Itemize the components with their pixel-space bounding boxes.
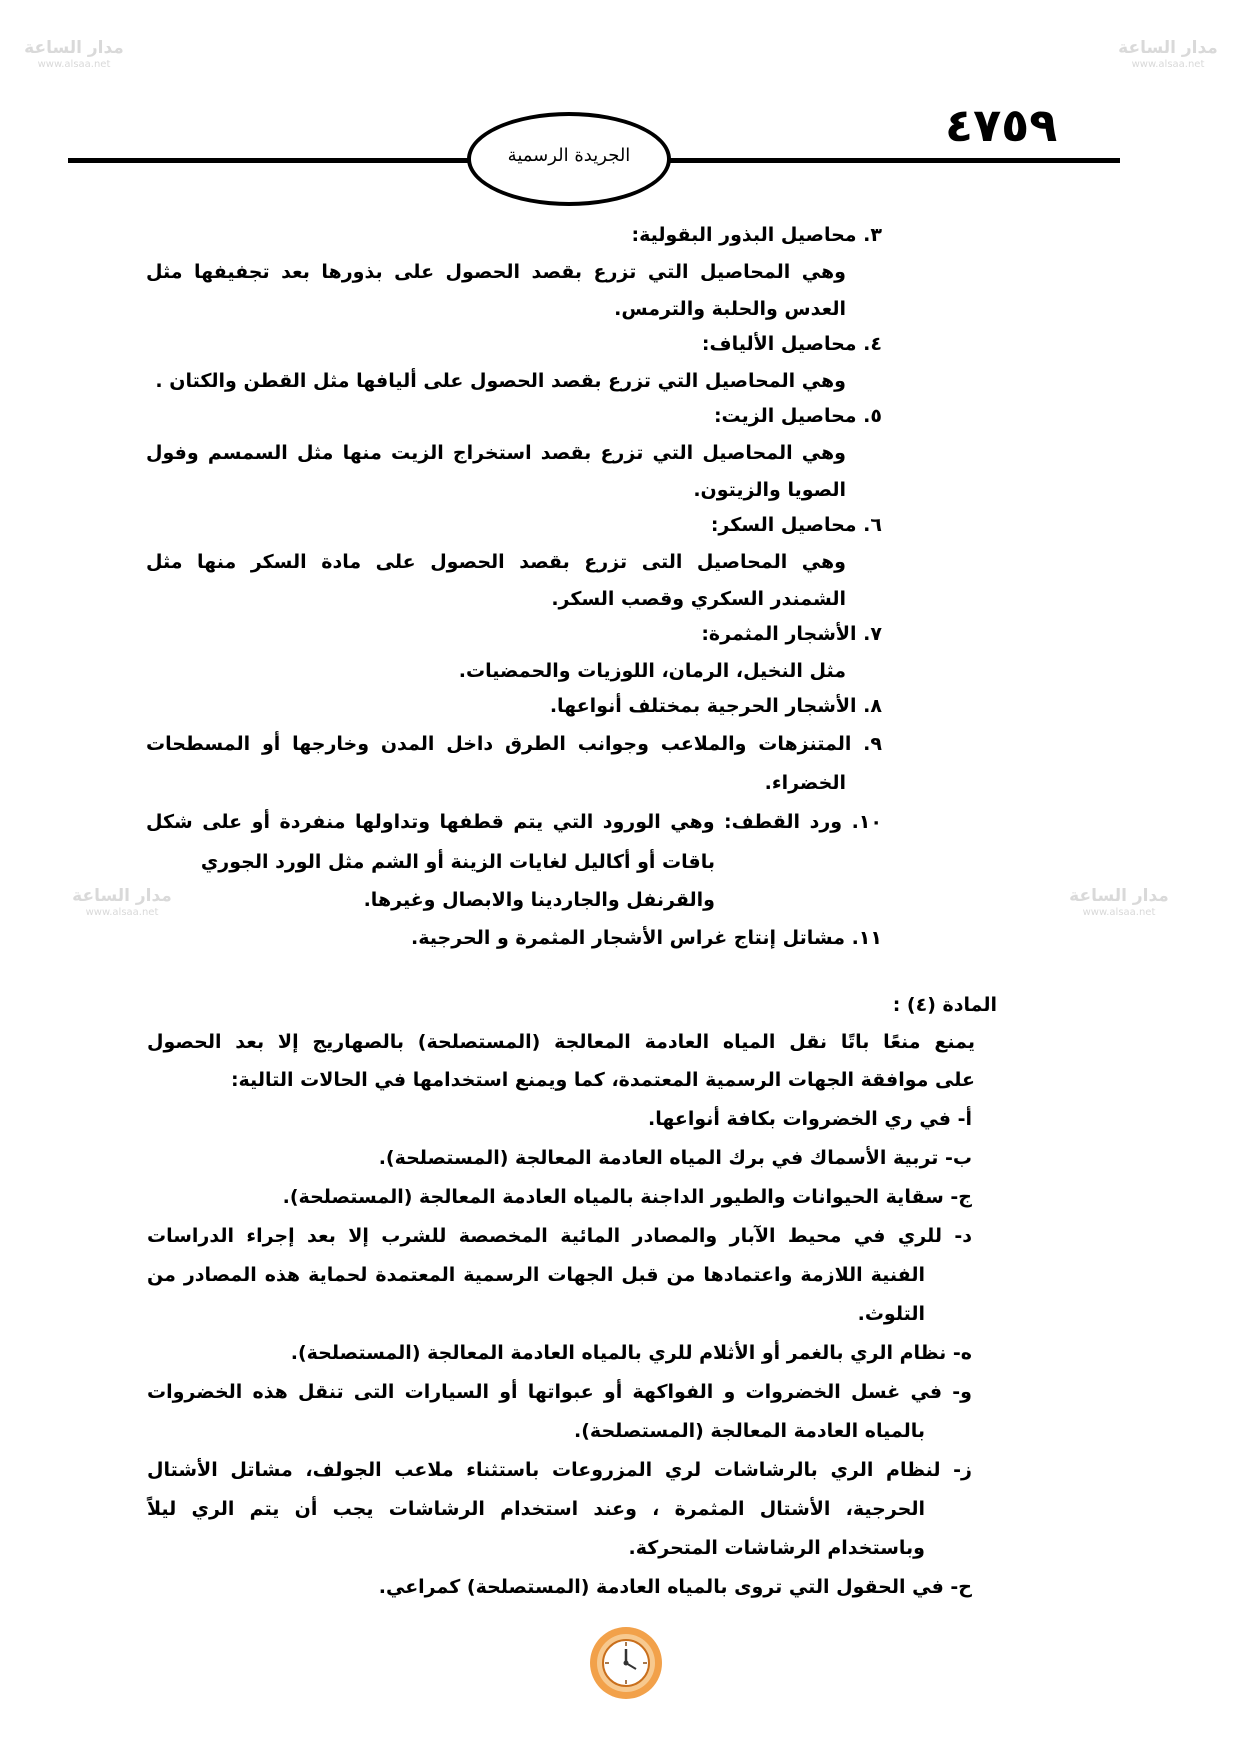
list-item-heading: ٧. الأشجار المثمرة: [701, 623, 882, 645]
watermark-mid-left [66, 888, 178, 918]
article-line: على موافقة الجهات الرسمية المعتمدة، كما ويمنع استخدامها في الحالات التالية: [230, 1069, 975, 1091]
list-item-text: مثل النخيل، الرمان، اللوزيات والحمضيات. [458, 660, 846, 682]
list-item-heading: ٤. محاصيل الألياف: [701, 333, 882, 355]
list-item-heading: ٣. محاصيل البذور البقولية: [631, 224, 882, 246]
article-line: الحرجية، الأشتال المثمرة ، وعند استخدام الرشاشات يجب أن يتم الري ليلاً [147, 1498, 925, 1520]
watermark-name: مدار الساعة [1069, 886, 1169, 906]
watermark-top-left [18, 40, 130, 70]
list-item-text: الشمندر السكري وقصب السكر. [551, 588, 846, 610]
list-item-text: العدس والحلبة والترمس. [614, 298, 846, 320]
article-line: يمنع منعًا باتًا نقل المياه العادمة المعالجة (المستصلحة) بالصهاريج إلا بعد الحصول [147, 1031, 975, 1053]
list-item-text: باقات أو أكاليل لغايات الزينة أو الشم مثل الورد الجوري [200, 851, 715, 873]
page-number: ٤٧٥٩ [945, 98, 1058, 152]
watermark-url: www.alsaa.net [37, 59, 111, 70]
list-item-text: الصويا والزيتون. [693, 479, 846, 501]
list-item-text: وهي المحاصيل التي تزرع بقصد الحصول على بذورها بعد تجفيفها مثل [146, 261, 846, 283]
article-line: ح- في الحقول التي تروى بالمياه العادمة (المستصلحة) كمراعي. [378, 1576, 972, 1598]
list-item-text: وهي المحاصيل التي تزرع بقصد استخراج الزيت منها مثل السمسم وفول [146, 442, 846, 464]
list-item-heading: ١٠. ورد القطف: وهي الورود التي يتم قطفها وتداولها منفردة أو على شكل [146, 811, 882, 833]
article-line: ه- نظام الري بالغمر أو الأثلام للري بالمياه العادمة المعالجة (المستصلحة). [290, 1342, 972, 1364]
list-item-heading: ٦. محاصيل السكر: [710, 514, 882, 536]
watermark-top-right [1112, 40, 1224, 70]
clock-logo-icon [588, 1625, 664, 1701]
article-line: أ- في ري الخضروات بكافة أنواعها. [647, 1108, 972, 1130]
watermark-name: مدار الساعة [72, 886, 172, 906]
watermark-url: www.alsaa.net [1082, 907, 1156, 918]
article-heading: المادة (٤) : [892, 994, 997, 1016]
watermark-url: www.alsaa.net [1131, 59, 1205, 70]
list-item-heading: ٥. محاصيل الزيت: [713, 405, 882, 427]
article-line: و- في غسل الخضروات و الفواكهة أو عبواتها أو السيارات التى تنقل هذه الخضروات [147, 1381, 972, 1403]
watermark-mid-right [1063, 888, 1175, 918]
list-item-text: وهي المحاصيل التي تزرع بقصد الحصول على أليافها مثل القطن والكتان . [155, 370, 846, 392]
list-item-heading: ١١. مشاتل إنتاج غراس الأشجار المثمرة و الحرجية. [411, 927, 882, 949]
article-line: ب- تربية الأسماك في برك المياه العادمة المعالجة (المستصلحة). [378, 1147, 972, 1169]
gazette-title: الجريدة الرسمية [507, 145, 631, 166]
list-item-heading: ٩. المتنزهات والملاعب وجوانب الطرق داخل المدن وخارجها أو المسطحات [146, 733, 882, 755]
list-item-text: والقرنفل والجاردينا والابصال وغيرها. [363, 889, 715, 911]
article-line: بالمياه العادمة المعالجة (المستصلحة). [574, 1420, 925, 1442]
article-line: د- للري في محيط الآبار والمصادر المائية المخصصة للشرب إلا بعد إجراء الدراسات [147, 1225, 972, 1247]
watermark-url: www.alsaa.net [85, 907, 159, 918]
list-item-heading: ٨. الأشجار الحرجية بمختلف أنواعها. [549, 695, 882, 717]
article-line: التلوث. [857, 1303, 925, 1325]
article-line: الفنية اللازمة واعتمادها من قبل الجهات الرسمية المعتمدة لحماية هذه المصادر من [147, 1264, 925, 1286]
watermark-name: مدار الساعة [24, 38, 124, 58]
list-item-text: الخضراء. [764, 772, 846, 794]
watermark-name: مدار الساعة [1118, 38, 1218, 58]
article-line: وباستخدام الرشاشات المتحركة. [628, 1537, 925, 1559]
article-line: ز- لنظام الري بالرشاشات لري المزروعات باستثناء ملاعب الجولف، مشاتل الأشتال [147, 1459, 972, 1481]
article-line: ج- سقاية الحيوانات والطيور الداجنة بالمياه العادمة المعالجة (المستصلحة). [282, 1186, 972, 1208]
list-item-text: وهي المحاصيل التى تزرع بقصد الحصول على مادة السكر منها مثل [146, 551, 846, 573]
